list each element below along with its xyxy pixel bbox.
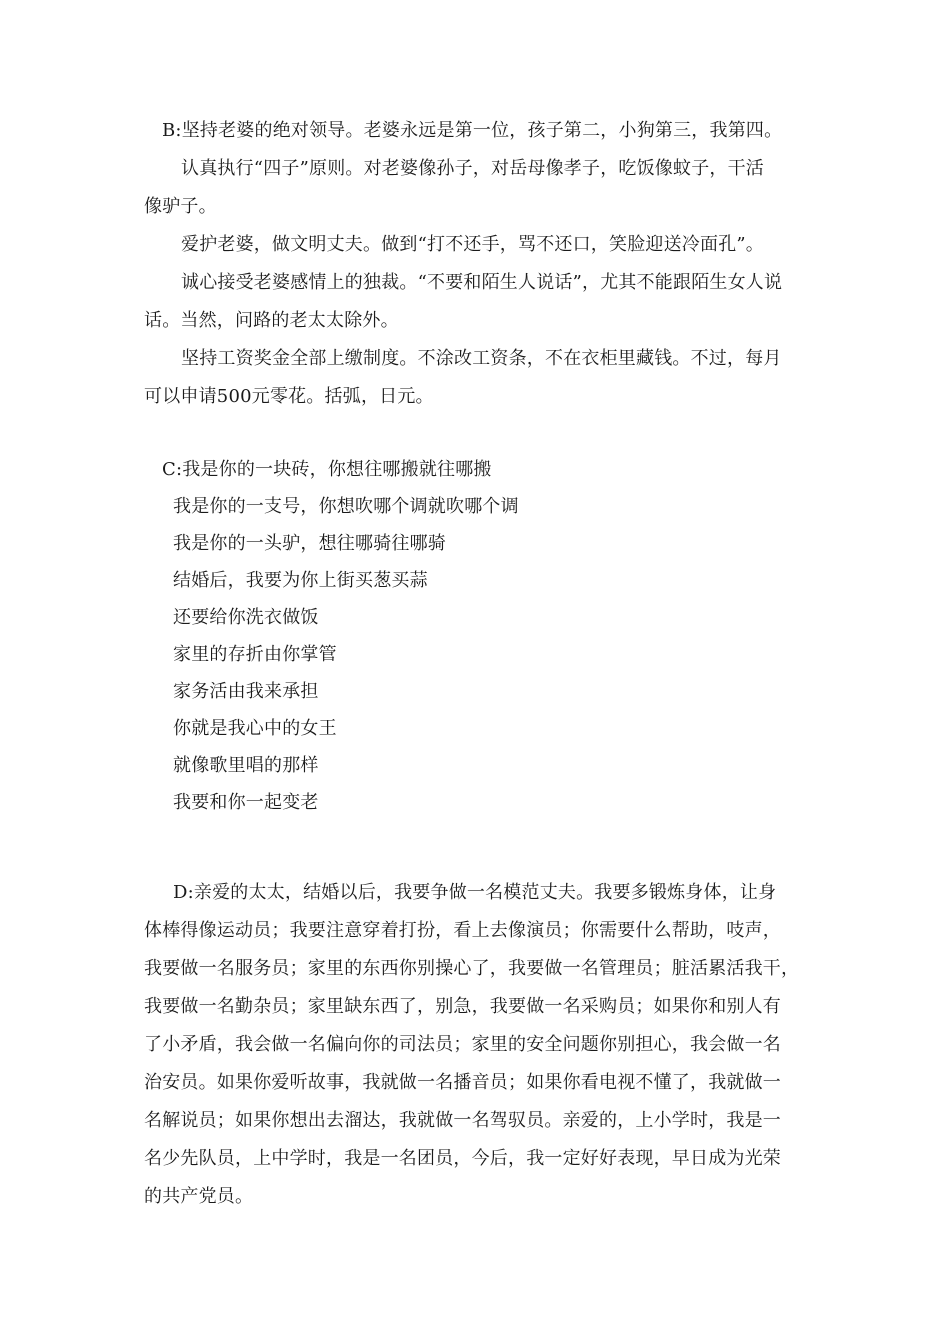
section-c-line-8: 你就是我心中的女王 [173,718,337,739]
section-b-line-1: B:坚持老婆的绝对领导。老婆永远是第一位，孩子第二，小狗第三，我第四。 [162,120,783,141]
section-c-line-4: 结婚后，我要为你上街买葱买蒜 [173,570,428,591]
section-d-line-9: 的共产党员。 [144,1186,254,1207]
section-d-line-8: 名少先队员，上中学时，我是一名团员，今后，我一定好好表现，早日成为光荣 [144,1148,781,1169]
section-b-line-4: 爱护老婆，做文明丈夫。做到“打不还手，骂不还口，笑脸迎送冷面孔”。 [181,234,765,255]
section-d-line-4: 我要做一名勤杂员；家里缺东西了，别急，我要做一名采购员；如果你和别人有 [144,996,781,1017]
section-c-line-10: 我要和你一起变老 [173,792,319,813]
section-c-line-6: 家里的存折由你掌管 [173,644,337,665]
section-b-line-6: 话。当然，问路的老太太除外。 [144,310,399,331]
section-c-line-3: 我是你的一头驴，想往哪骑往哪骑 [173,533,446,554]
section-c-line-1: C:我是你的一块砖，你想往哪搬就往哪搬 [162,459,492,480]
section-d-line-2: 体棒得像运动员；我要注意穿着打扮，看上去像演员；你需要什么帮助，吱声， [144,920,781,941]
section-b-line-5: 诚心接受老婆感情上的独裁。“不要和陌生人说话”，尤其不能跟陌生女人说 [181,272,783,293]
section-b-line-3: 像驴子。 [144,196,217,217]
section-c-line-5: 还要给你洗衣做饭 [173,607,319,628]
section-b-line-2: 认真执行“四子”原则。对老婆像孙子，对岳母像孝子，吃饭像蚊子，干活 [181,158,765,179]
section-d-line-1: D:亲爱的太太，结婚以后，我要争做一名模范丈夫。我要多锻炼身体，让身 [173,882,777,903]
section-b-line-7: 坚持工资奖金全部上缴制度。不涂改工资条，不在衣柜里藏钱。不过，每月 [181,348,782,369]
section-b-line-8: 可以申请500元零花。括弧，日元。 [144,386,434,407]
section-d-line-6: 治安员。如果你爱听故事，我就做一名播音员；如果你看电视不懂了，我就做一 [144,1072,781,1093]
section-c-line-2: 我是你的一支号，你想吹哪个调就吹哪个调 [173,496,519,517]
section-c-line-7: 家务活由我来承担 [173,681,319,702]
section-c-line-9: 就像歌里唱的那样 [173,755,319,776]
section-d-line-3: 我要做一名服务员；家里的东西你别操心了，我要做一名管理员；脏活累活我干， [144,958,800,979]
section-d-line-5: 了小矛盾，我会做一名偏向你的司法员；家里的安全问题你别担心，我会做一名 [144,1034,781,1055]
section-d-line-7: 名解说员；如果你想出去溜达，我就做一名驾驭员。亲爱的，上小学时，我是一 [144,1110,781,1131]
